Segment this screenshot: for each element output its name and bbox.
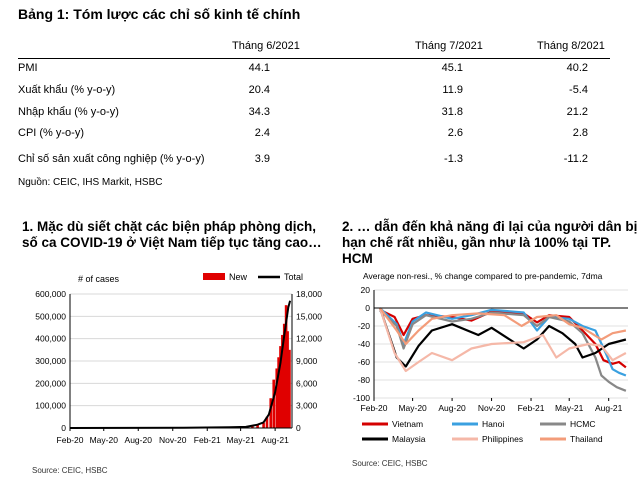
y-right-tick-label: 12,000 [296, 333, 322, 344]
legend-label-hanoi: Hanoi [482, 419, 505, 429]
y-left-tick-label: 0 [61, 423, 66, 433]
chart1-source: Source: CEIC, HSBC [32, 466, 108, 475]
y-tick-label: -100 [352, 393, 370, 403]
y-right-tick-label: 6,000 [296, 378, 318, 389]
row-value: 31.8 [441, 106, 463, 118]
y-right-tick-label: 0 [296, 423, 301, 433]
x-tick-label: May-20 [398, 403, 427, 413]
y-left-tick-label: 600,000 [35, 289, 66, 299]
row-value: 11.9 [442, 84, 463, 96]
legend-new-swatch [203, 273, 225, 280]
row-value: 2.4 [254, 127, 270, 139]
y-axis-label: # of cases [78, 274, 120, 284]
table-col-header: Tháng 6/2021 [232, 40, 300, 52]
table-title: Bảng 1: Tóm lược các chỉ số kinh tế chính [18, 6, 301, 22]
legend-label-malaysia: Malaysia [392, 434, 426, 444]
row-value: 40.2 [566, 62, 588, 74]
legend-label-thailand: Thailand [570, 434, 603, 444]
y-right-tick-label: 9,000 [296, 356, 318, 366]
row-value: 3.9 [254, 153, 270, 165]
y-left-tick-label: 300,000 [35, 356, 66, 366]
x-tick-label: Aug-21 [594, 403, 623, 413]
x-tick-label: Feb-21 [517, 403, 545, 413]
y-left-tick-label: 100,000 [35, 400, 66, 411]
row-value: 44.1 [248, 62, 270, 74]
table-col-header: Tháng 7/2021 [415, 40, 483, 52]
chart2-heading: 2. … dẫn đến khả năng đi lại của người dân bị hạn chế rất nhiều, gần như là 100% tại TP. HCM [342, 219, 638, 266]
x-tick-label: Nov-20 [477, 403, 506, 413]
x-tick-label: Aug-21 [261, 435, 289, 445]
legend-total-label: Total [284, 272, 304, 282]
chart2-source: Source: CEIC, HSBC [352, 459, 428, 468]
row-label: Chỉ số sản xuất công nghiệp (% y-o-y) [18, 153, 205, 165]
row-label: Nhập khẩu (% y-o-y) [18, 106, 119, 118]
y-right-tick-label: 3,000 [296, 400, 318, 411]
row-value: -11.2 [563, 153, 588, 165]
x-tick-label: Aug-20 [438, 403, 466, 413]
y-right-tick-label: 18,000 [296, 289, 322, 299]
x-tick-label: Feb-21 [193, 435, 221, 445]
table-col-header: Tháng 8/2021 [537, 40, 605, 52]
chart2-subtitle: Average non-resi., % change compared to pre-pandemic, 7dma [363, 271, 603, 281]
legend-new-label: New [229, 272, 248, 282]
row-value: 21.2 [566, 106, 588, 118]
x-tick-label: Feb-20 [56, 435, 84, 445]
y-tick-label: 20 [360, 285, 370, 295]
legend-label-philippines: Philippines [482, 434, 524, 444]
bar-new-cases [288, 350, 291, 428]
row-value: 20.4 [248, 84, 270, 96]
y-tick-label: -20 [357, 321, 370, 331]
row-value: 2.8 [572, 127, 588, 139]
row-label: Xuất khẩu (% y-o-y) [18, 84, 116, 96]
x-tick-label: Aug-20 [124, 435, 152, 445]
x-tick-label: Nov-20 [159, 435, 187, 445]
y-tick-label: 0 [365, 303, 370, 313]
row-value: 34.3 [248, 106, 270, 118]
row-label: CPI (% y-o-y) [18, 127, 84, 139]
x-tick-label: Feb-20 [360, 403, 388, 413]
y-left-tick-label: 500,000 [35, 311, 66, 322]
covid-cases-chart [18, 268, 336, 458]
y-tick-label: -60 [357, 357, 370, 367]
chart1-heading: 1. Mặc dù siết chặt các biện pháp phòng dịch, số ca COVID-19 ở Việt Nam tiếp tục tăng cao… [22, 219, 322, 250]
row-value: 2.6 [447, 127, 463, 139]
y-left-tick-label: 200,000 [35, 378, 66, 389]
y-tick-label: -40 [357, 339, 370, 349]
x-tick-label: May-20 [89, 435, 118, 445]
row-value: -1.3 [444, 153, 463, 165]
row-value: -5.4 [569, 84, 588, 96]
y-left-tick-label: 400,000 [35, 333, 66, 344]
x-tick-label: May-21 [226, 435, 255, 445]
table-source: Nguồn: CEIC, IHS Markit, HSBC [18, 177, 163, 188]
legend-label-hcmc: HCMC [570, 419, 596, 429]
legend-label-vietnam: Vietnam [392, 419, 424, 429]
x-tick-label: May-21 [555, 403, 584, 413]
y-tick-label: -80 [357, 375, 370, 385]
mobility-chart [340, 268, 638, 458]
row-label: PMI [18, 62, 38, 74]
table-top-rule [18, 58, 610, 59]
row-value: 45.1 [441, 62, 463, 74]
y-right-tick-label: 15,000 [296, 311, 322, 322]
